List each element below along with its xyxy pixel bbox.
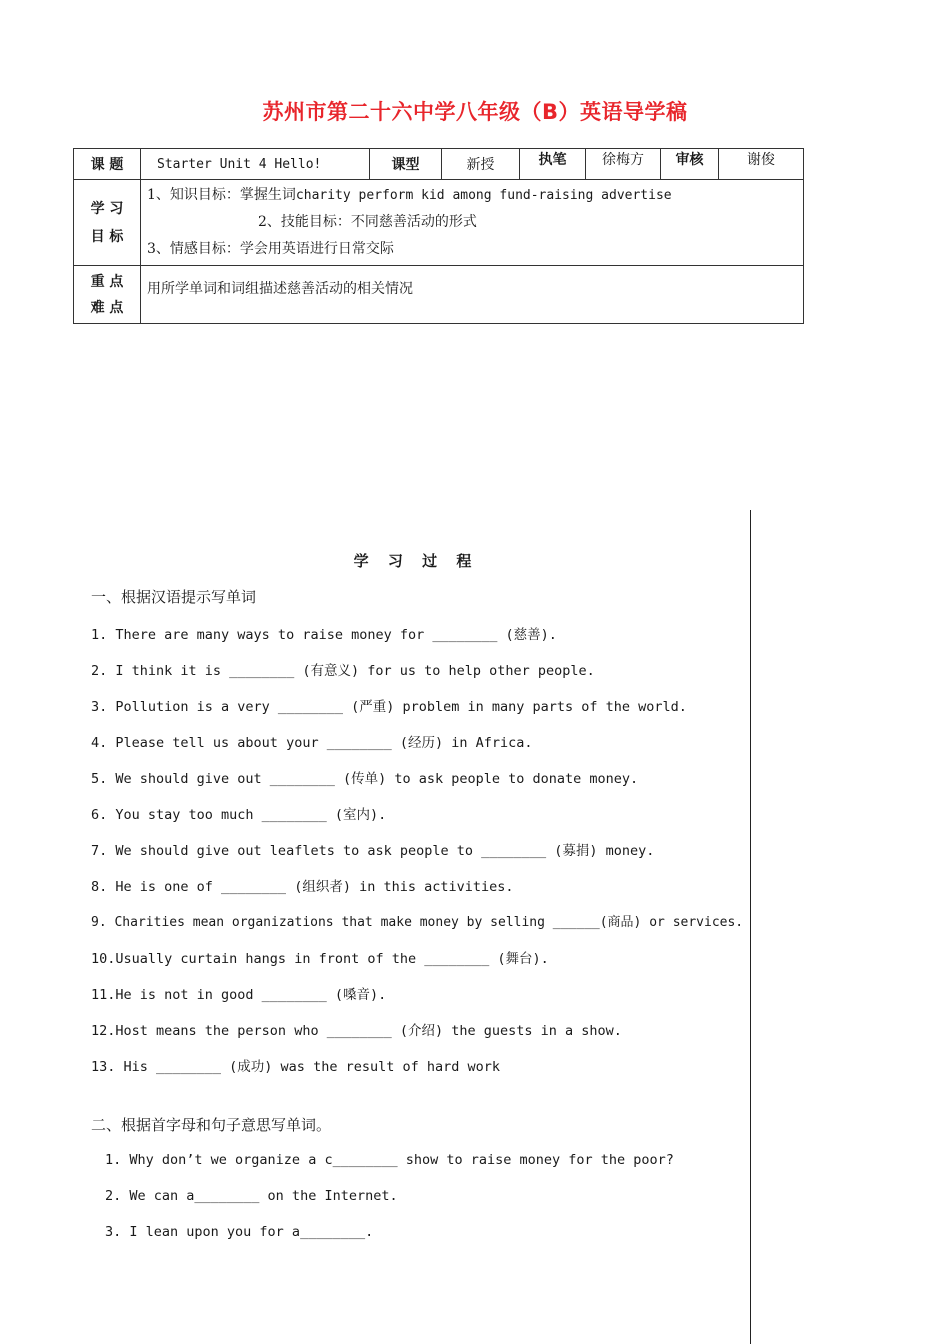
part2-item: 3. I lean upon you for a________. (105, 1224, 374, 1240)
part1-item: 9. Charities mean organizations that make money by selling ______(商品) or services. (91, 915, 744, 930)
lesson-info-table (73, 148, 804, 324)
part1-item: 12.Host means the person who ________ (介绍) the guests in a show. (91, 1023, 622, 1039)
part1-item: 8. He is one of ________ (组织者) in this activities. (91, 879, 514, 895)
topic-label: 课 题 (74, 149, 141, 180)
process-title: 学 习 过 程 (353, 552, 472, 570)
objectives-label (74, 180, 141, 266)
topic-value: Starter Unit 4 Hello! (141, 149, 370, 180)
type-value: 新授 (442, 149, 520, 180)
margin-line (750, 510, 751, 1344)
part1-heading: 一、根据汉语提示写单词 (91, 588, 257, 606)
objectives-label-line-1: 学 习 (90, 200, 124, 217)
type-label: 课型 (370, 149, 442, 180)
part1-item: 6. You stay too much ________ (室内). (91, 807, 387, 823)
objective-1-prefix: 1、知识目标：掌握生词 (147, 187, 296, 203)
objective-3: 3、情感目标：学会用英语进行日常交际 (147, 241, 394, 257)
objective-1-words: charity perform kid among fund-raising advertise (295, 188, 672, 203)
document-title: 苏州市第二十六中学八年级（B）英语导学稿 (262, 100, 688, 124)
author-value: 徐梅方 (586, 149, 661, 180)
part1-item: 4. Please tell us about your ________ (经历) in Africa. (91, 735, 533, 751)
part1-item: 10.Usually curtain hangs in front of the ________ (舞台). (91, 951, 549, 967)
objective-1 (147, 182, 797, 209)
key-label-line-1: 重 点 (90, 273, 124, 290)
part1-item: 11.He is not in good ________ (嗓音). (91, 987, 387, 1003)
part2-heading: 二、根据首字母和句子意思写单词。 (91, 1116, 332, 1134)
part1-item: 13. His ________ (成功) was the result of hard work (91, 1059, 501, 1075)
part2-item: 2. We can a________ on the Internet. (105, 1188, 398, 1204)
reviewer-value: 谢俊 (719, 149, 804, 180)
key-points-value: 用所学单词和词组描述慈善活动的相关情况 (141, 266, 804, 324)
part1-item: 1. There are many ways to raise money for ________ (慈善). (91, 627, 557, 643)
objective-2: 2、技能目标：不同慈善活动的形式 (258, 214, 477, 230)
part1-item: 7. We should give out leaflets to ask people to ________ (募捐) money. (91, 843, 655, 859)
part1-item: 5. We should give out ________ (传单) to ask people to donate money. (91, 771, 639, 787)
part1-item: 2. I think it is ________ (有意义) for us to help other people. (91, 663, 595, 679)
objectives-label-line-2: 目 标 (90, 228, 124, 245)
reviewer-label: 审核 (661, 149, 719, 180)
key-label-line-2: 难 点 (90, 299, 124, 316)
part2-item: 1. Why don’t we organize a c________ show to raise money for the poor? (105, 1152, 674, 1168)
objectives-content (141, 180, 804, 266)
key-points-label (74, 266, 141, 324)
part1-item: 3. Pollution is a very ________ (严重) problem in many parts of the world. (91, 699, 687, 715)
author-label: 执笔 (520, 149, 586, 180)
